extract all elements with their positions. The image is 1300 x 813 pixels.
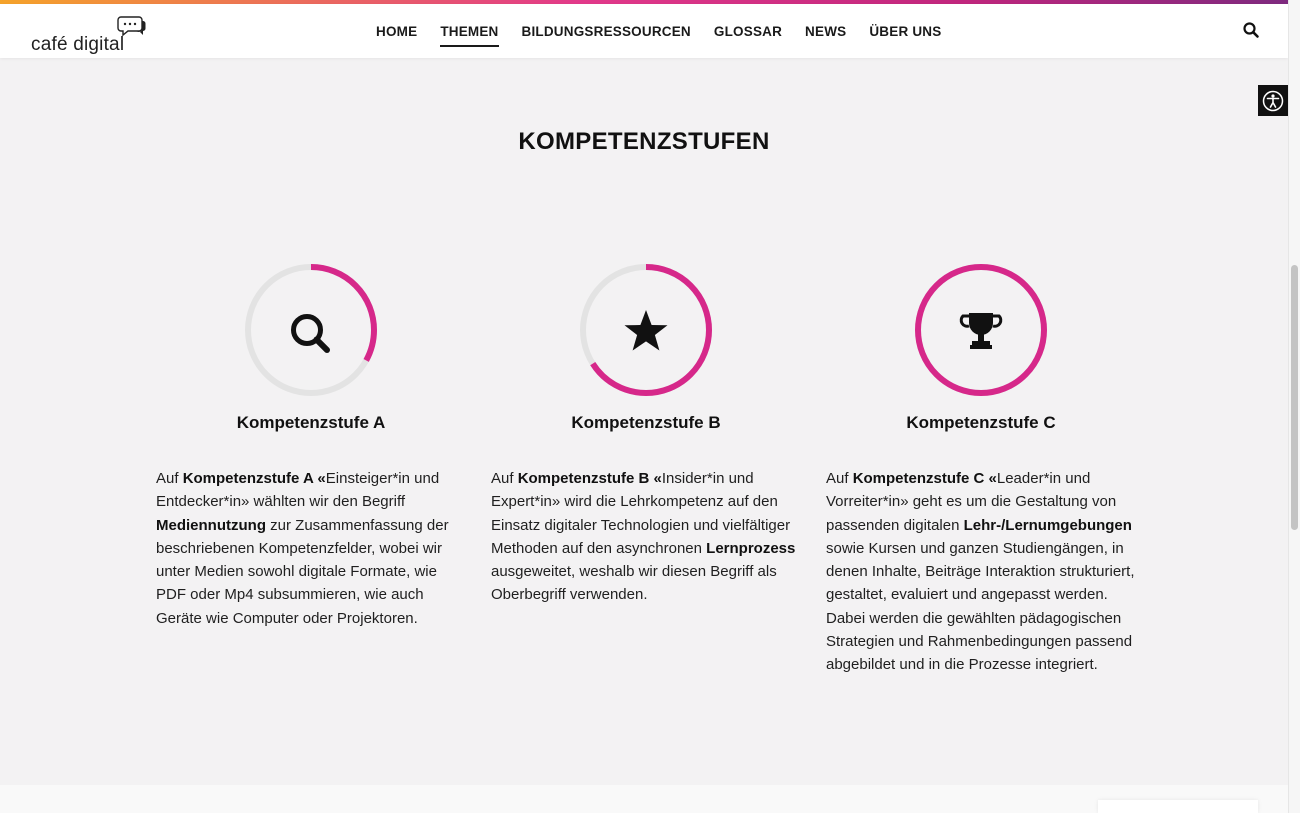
- body-text: Einsteiger*in und Entdecker*in» wählten wir den Begriff: [156, 470, 440, 511]
- next-section: [0, 785, 1288, 813]
- level-title: Kompetenzstufe A: [236, 413, 386, 432]
- emphasis-text: Mediennutzung: [156, 516, 266, 534]
- emphasis-text: Kompetenzstufe C «: [852, 470, 997, 487]
- nav-item-ueber-uns[interactable]: ÜBER UNS: [869, 23, 942, 39]
- body-text: Auf: [156, 470, 183, 487]
- body-text: Auf: [826, 470, 853, 487]
- scrollbar-thumb[interactable]: [1291, 265, 1298, 530]
- site-logo[interactable]: [31, 12, 151, 54]
- accessibility-icon: [1262, 90, 1284, 112]
- nav-item-bildungsressourcen[interactable]: BILDUNGSRESSOURCEN: [521, 23, 691, 39]
- emphasis-text: Lehr-/Lernumgebungen: [963, 516, 1132, 534]
- emphasis-text: Kompetenzstufe A «: [182, 470, 326, 487]
- nav-item-home[interactable]: HOME: [376, 23, 418, 39]
- speech-bubble-icon: [117, 14, 147, 40]
- magnifier-icon: [294, 317, 328, 351]
- main-navigation: [376, 4, 964, 58]
- site-header: [0, 4, 1288, 58]
- level-description: [491, 467, 801, 607]
- accessibility-button[interactable]: [1258, 85, 1288, 116]
- progress-ring: [243, 262, 379, 398]
- floating-card: [1098, 800, 1258, 813]
- section-title: KOMPETENZSTUFEN: [518, 128, 770, 155]
- progress-ring: [913, 262, 1049, 398]
- search-icon[interactable]: [1242, 21, 1260, 39]
- nav-item-themen[interactable]: THEMEN: [440, 20, 498, 43]
- level-title: Kompetenzstufe B: [571, 413, 721, 432]
- body-text: Leader*in und Vorreiter*in» geht es um die Gestaltung von passenden digitalen: [826, 470, 1117, 534]
- body-text: Auf: [491, 470, 518, 487]
- emphasis-text: Lernprozess: [706, 539, 796, 557]
- logo-text: café digital: [31, 34, 125, 55]
- body-text: sowie Kursen und ganzen Studiengängen, in denen Inhalte, Beiträge Interaktion strukturiert, gestaltet, evaluiert und angepasst werden. Dabei werden die gewählten pädagogischen Strategien und Rahmenbedingungen passend abgebildet und in die Prozesse integriert.: [826, 539, 1135, 674]
- trophy-icon: [961, 313, 1001, 349]
- body-text: ausgeweitet, weshalb wir diesen Begriff als Oberbegriff verwenden.: [491, 563, 777, 604]
- emphasis-text: Kompetenzstufe B «: [517, 470, 662, 487]
- nav-item-news[interactable]: NEWS: [805, 23, 847, 39]
- star-icon: [625, 310, 668, 351]
- level-description: [156, 467, 466, 630]
- body-text: Insider*in und Expert*in» wird die Lehrkompetenz auf den Einsatz digitaler Technologien und vielfältiger Methoden auf den asynchronen: [491, 470, 791, 557]
- progress-ring: [578, 262, 714, 398]
- nav-item-glossar[interactable]: GLOSSAR: [713, 23, 783, 39]
- level-description: [826, 467, 1136, 677]
- body-text: zur Zusammenfassung der beschriebenen Kompetenzfelder, wobei wir unter Medien sowohl digitale Formate, wie PDF oder Mp4 subsummieren, wie auch Geräte wie Computer oder Projektoren.: [156, 516, 449, 627]
- level-title: Kompetenzstufe C: [906, 413, 1056, 432]
